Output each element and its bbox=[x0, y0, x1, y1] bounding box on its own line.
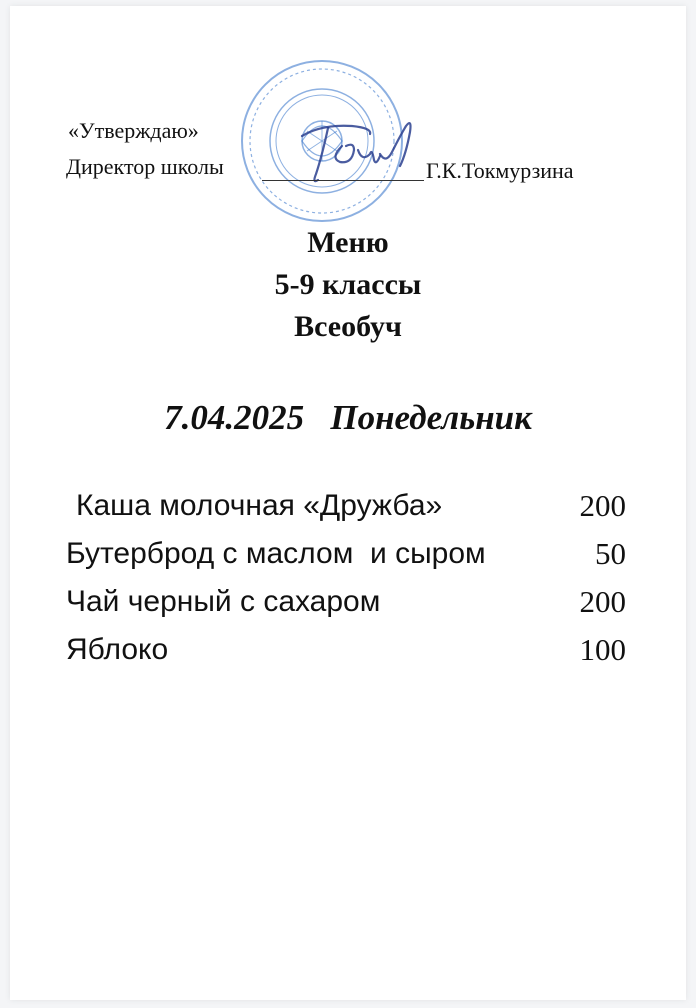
menu-item-name: Каша молочная «Дружба» bbox=[76, 489, 443, 522]
director-signature-icon bbox=[282, 96, 432, 196]
menu-item-name: Бутерброд с маслом и сыром bbox=[66, 537, 486, 570]
director-name: Г.К.Токмурзина bbox=[426, 158, 574, 183]
grade-range: 5-9 классы bbox=[274, 268, 422, 301]
menu-item-name: Яблоко bbox=[66, 633, 169, 666]
program-name: Всеобуч bbox=[294, 310, 402, 343]
menu-title-block bbox=[0, 222, 696, 348]
menu-date-line bbox=[0, 398, 696, 438]
menu-item-qty: 100 bbox=[579, 632, 626, 667]
menu-item bbox=[66, 530, 626, 578]
menu-list bbox=[66, 482, 626, 674]
menu-item-name: Чай черный с сахаром bbox=[66, 585, 381, 618]
approval-label: «Утверждаю» bbox=[68, 118, 199, 143]
menu-weekday: Понедельник bbox=[330, 398, 532, 437]
menu-date: 7.04.2025 bbox=[164, 398, 305, 437]
menu-title: Меню bbox=[307, 226, 389, 259]
menu-item bbox=[66, 578, 626, 626]
menu-item-qty: 200 bbox=[579, 584, 626, 619]
menu-item bbox=[66, 626, 626, 674]
menu-item-qty: 50 bbox=[595, 536, 626, 571]
director-role: Директор школы bbox=[66, 154, 224, 179]
signature-line bbox=[262, 180, 424, 181]
menu-item bbox=[66, 482, 626, 530]
menu-item-qty: 200 bbox=[579, 488, 626, 523]
